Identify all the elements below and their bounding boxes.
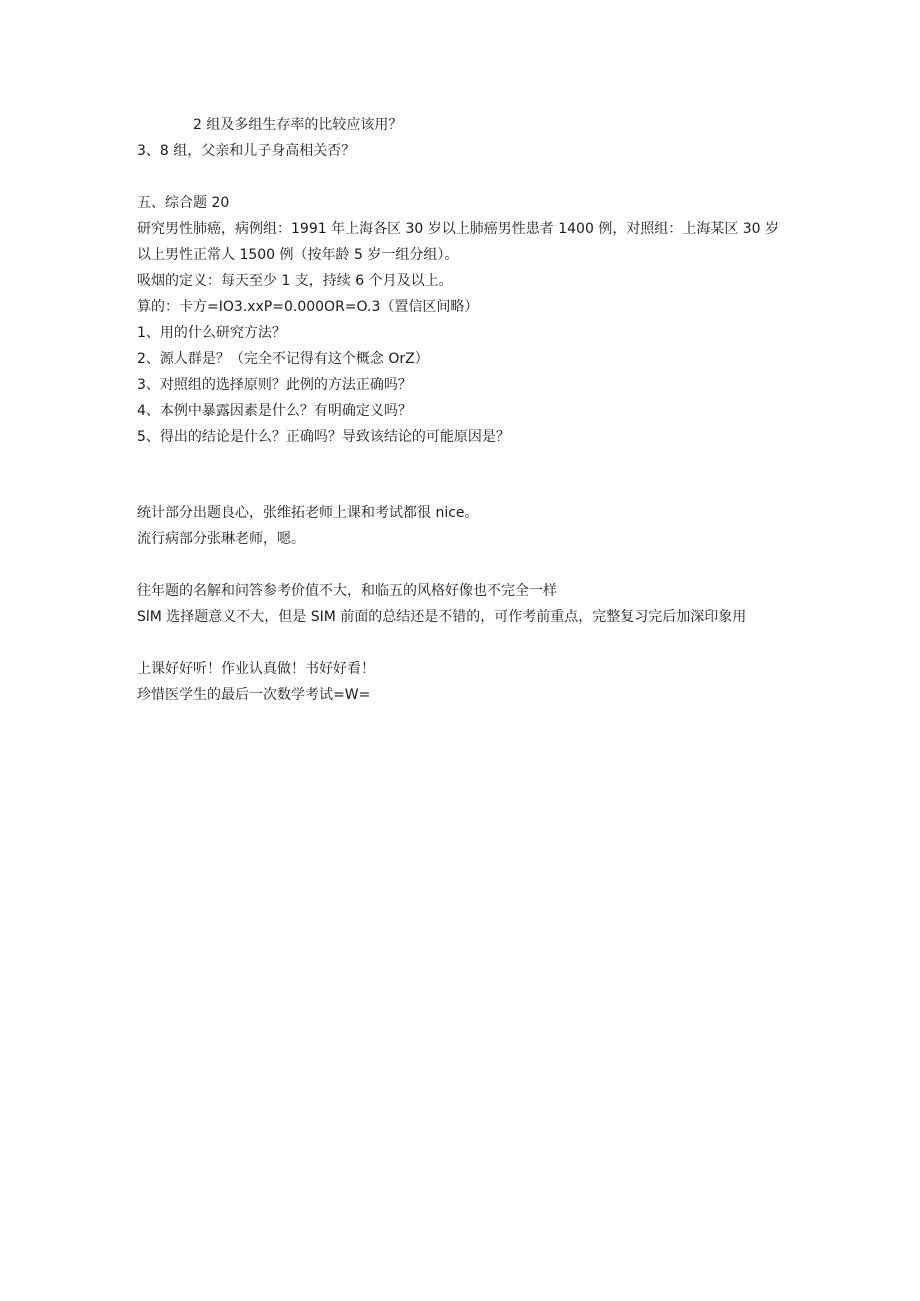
document-page: [137, 112, 787, 708]
smoking-definition: 吸烟的定义：每天至少 1 支，持续 6 个月及以上。: [137, 273, 453, 289]
note-line: 流行病部分张琳老师，嗯。: [137, 531, 305, 547]
spacer: [137, 552, 787, 578]
section-heading: 五、综合题 20: [137, 195, 230, 211]
question-item: 2、源人群是？（完全不记得有这个概念 OrZ）: [137, 351, 429, 367]
closing-line: 珍惜医学生的最后一次数学考试=W=: [137, 687, 371, 703]
spacer: [137, 630, 787, 656]
spacer: [137, 164, 787, 190]
note-line: 统计部分出题良心，张维拓老师上课和考试都很 nice。: [137, 505, 479, 521]
question-item: 5、得出的结论是什么？正确吗？导致该结论的可能原因是？: [137, 429, 510, 445]
spacer: [137, 450, 787, 500]
note-line: SlM 选择题意义不大，但是 SIM 前面的总结还是不错的，可作考前重点，完整复习完后加深印象用: [137, 609, 747, 625]
question-line: 2 组及多组生存率的比较应该用？: [193, 117, 403, 133]
calculation-result: 算的：卡方=IO3.xxP=0.000OR=O.3（置信区间略）: [137, 299, 479, 315]
question-item: 3、对照组的选择原则？此例的方法正确吗？: [137, 377, 412, 393]
case-description: 研究男性肺癌，病例组：1991 年上海各区 30 岁以上肺癌男性患者 1400 例，对照组：上海某区 30 岁以上男性正常人 1500 例（按年龄 5 岁一组分组）。: [137, 221, 780, 263]
closing-line: 上课好好听！作业认真做！书好好看！: [137, 661, 375, 677]
question-item: 1、用的什么研究方法？: [137, 325, 286, 341]
question-line: 3、8 组，父亲和儿子身高相关否？: [137, 143, 356, 159]
question-item: 4、本例中暴露因素是什么？有明确定义吗？: [137, 403, 412, 419]
note-line: 往年题的名解和问答参考价值不大，和临五的风格好像也不完全一样: [137, 583, 557, 599]
